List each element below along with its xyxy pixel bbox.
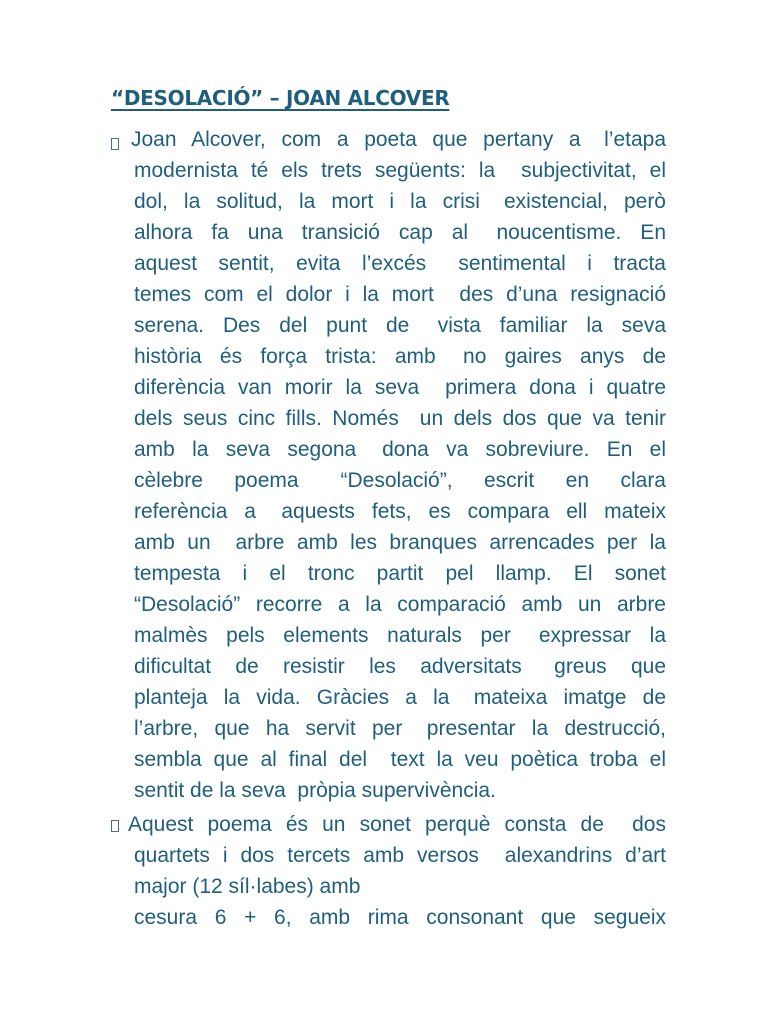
paragraph-line: quartets i dos tercets amb versos alexandrins d’art	[134, 844, 666, 867]
paragraph-line: amb la seva segona dona va sobreviure. En el	[134, 438, 666, 461]
paragraph-line: dificultat de resistir les adversitats greus que	[134, 655, 666, 678]
paragraph-line: aquest sentit, evita l’excés sentimental i tracta	[134, 252, 666, 275]
paragraph-line: serena. Des del punt de vista familiar la seva	[134, 314, 666, 337]
paragraph-line: Aquest poema és un sonet perquè consta de dos	[128, 813, 666, 836]
paragraph-line: sentit de la seva pròpia supervivència.	[134, 779, 496, 802]
paragraph-line: alhora fa una transició cap al noucentisme. En	[134, 221, 666, 244]
paragraph-line: cesura 6 + 6, amb rima consonant que segueix	[134, 906, 666, 929]
paragraph-line: tempesta i el tronc partit pel llamp. El sonet	[134, 562, 666, 585]
paragraph-line: temes com el dolor i la mort des d’una resignació	[134, 283, 666, 306]
paragraph-line: amb un arbre amb les branques arrencades per la	[134, 531, 666, 554]
paragraph-line: l’arbre, que ha servit per presentar la destrucció,	[134, 717, 666, 740]
paragraph-line: modernista té els trets següents: la subjectivitat, el	[134, 159, 666, 182]
paragraph-line: referència a aquests fets, es compara ell mateix	[134, 500, 666, 523]
document-title: “DESOLACIÓ” – JOAN ALCOVER	[111, 86, 450, 110]
paragraph-line: planteja la vida. Gràcies a la mateixa imatge de	[134, 686, 666, 709]
paragraph-line: diferència van morir la seva primera dona i quatre	[134, 376, 666, 399]
paragraph-line: “Desolació” recorre a la comparació amb un arbre	[134, 593, 666, 616]
paragraph-line: major (12 síl·labes) amb	[134, 875, 361, 898]
paragraph-line: malmès pels elements naturals per expressar la	[134, 624, 666, 647]
paragraph-line: sembla que al final del text la veu poètica troba el	[134, 748, 666, 771]
paragraph-line: Joan Alcover, com a poeta que pertany a l’etapa	[131, 128, 666, 151]
square-bullet-icon	[111, 138, 119, 150]
paragraph-line: cèlebre poema “Desolació”, escrit en clara	[134, 469, 666, 492]
paragraph-line: història és força trista: amb no gaires anys de	[134, 345, 666, 368]
paragraph-line: dels seus cinc fills. Només un dels dos que va tenir	[134, 407, 666, 430]
square-bullet-icon	[111, 820, 119, 832]
paragraph-line: dol, la solitud, la mort i la crisi existencial, però	[134, 190, 666, 213]
